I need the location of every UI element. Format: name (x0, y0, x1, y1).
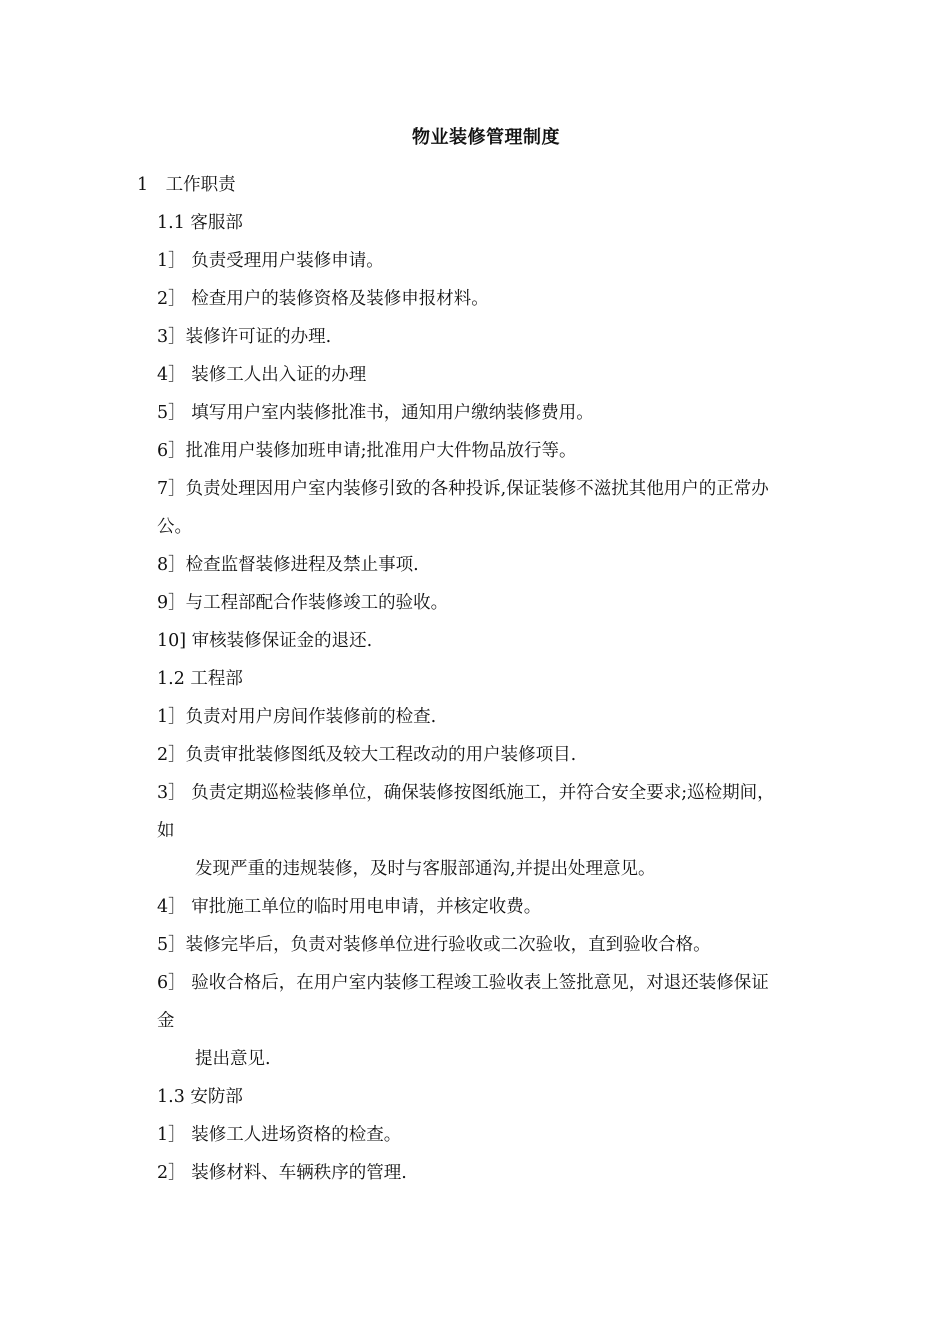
list-item: 3］ 负责定期巡检装修单位，确保装修按图纸施工，并符合安全要求;巡检期间， (157, 783, 775, 803)
list-item-continuation: 金 (157, 1011, 175, 1031)
list-item: 7］负责处理因用户室内装修引致的各种投诉,保证装修不滋扰其他用户的正常办 (157, 479, 769, 499)
list-item: 4］ 审批施工单位的临时用电申请，并核定收费。 (157, 897, 542, 917)
list-item: 2］负责审批装修图纸及较大工程改动的用户装修项目. (157, 745, 577, 765)
list-item: 6］ 验收合格后，在用户室内装修工程竣工验收表上签批意见，对退还装修保证 (157, 973, 769, 993)
list-item-continuation: 发现严重的违规装修，及时与客服部通沟,并提出处理意见。 (195, 859, 656, 879)
list-item: 8］检查监督装修进程及禁止事项. (157, 555, 419, 575)
list-item-continuation: 公。 (157, 517, 192, 537)
subsection-heading: 1.3 安防部 (157, 1087, 243, 1107)
list-item: 10] 审核装修保证金的退还. (157, 631, 373, 651)
list-item: 5］ 填写用户室内装修批准书，通知用户缴纳装修费用。 (157, 403, 594, 423)
list-item-continuation: 提出意见. (195, 1049, 271, 1069)
list-item: 6］批准用户装修加班申请;批准用户大件物品放行等。 (157, 441, 577, 461)
list-item: 1］ 装修工人进场资格的检查。 (157, 1125, 402, 1145)
list-item: 3］装修许可证的办理. (157, 327, 332, 347)
list-item: 2］ 装修材料、车辆秩序的管理. (157, 1163, 407, 1183)
document-title: 物业装修管理制度 (412, 127, 560, 148)
subsection-heading: 1.1 客服部 (157, 213, 243, 233)
list-item: 9］与工程部配合作装修竣工的验收。 (157, 593, 449, 613)
subsection-heading: 1.2 工程部 (157, 669, 243, 689)
list-item: 5］装修完毕后，负责对装修单位进行验收或二次验收，直到验收合格。 (157, 935, 711, 955)
list-item: 1］负责对用户房间作装修前的检查. (157, 707, 437, 727)
list-item: 1］ 负责受理用户装修申请。 (157, 251, 384, 271)
list-item-continuation: 如 (157, 821, 175, 841)
list-item: 2］ 检查用户的装修资格及装修申报材料。 (157, 289, 489, 309)
section-heading: 1 工作职责 (137, 175, 236, 195)
list-item: 4］ 装修工人出入证的办理 (157, 365, 367, 385)
